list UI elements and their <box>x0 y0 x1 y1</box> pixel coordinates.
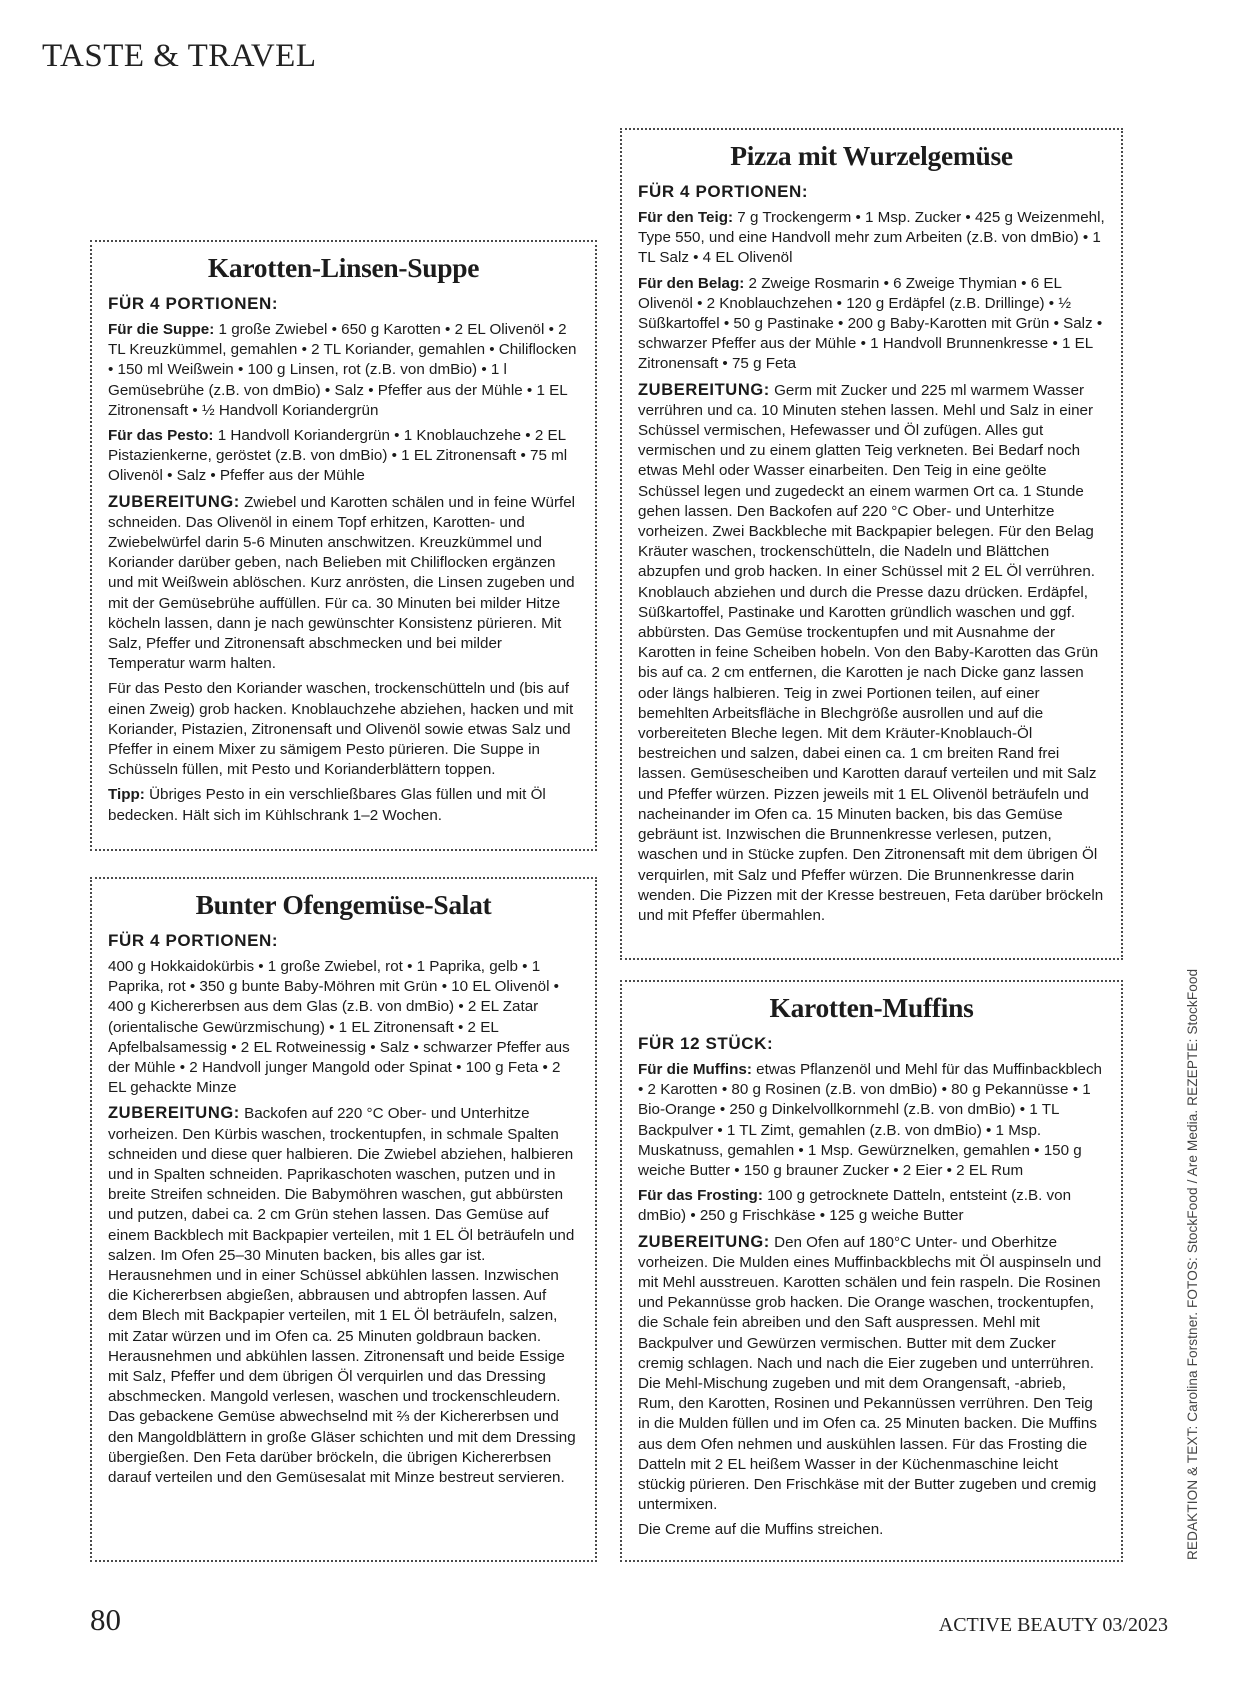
recipe-title: Pizza mit Wurzelgemüse <box>730 140 1013 171</box>
recipe-title: Karotten-Muffins <box>769 992 974 1023</box>
preparation: ZUBEREITUNG: Backofen auf 220 °C Ober- und Unterhitze vorheizen. Den Kürbis waschen, trockentupfen, in schmale Spalten schneiden und diese quer halbieren. Die Zwiebel abziehen, halbieren und in Spalten schneiden. Paprikaschoten waschen, putzen und in breite Streifen schneiden. Die Babymöhren waschen, gut abbürsten und putzen, dabei ca. 2 cm Grün stehen lassen. Das Gemüse auf einem Backblech mit Backpapier verteilen, mit 1 EL Öl beträufeln und salzen. Im Ofen 25–30 Minuten backen, bis alles gar ist. Herausnehmen und in einer Schüssel abkühlen lassen. Inzwischen die Kichererbsen abgießen, abbrausen und abtropfen lassen. Auf dem Blech mit Backpapier verteilen, mit 1 EL Öl beträufeln, salzen, mit Zatar würzen und im Ofen ca. 25 Minuten goldbraun backen. Herausnehmen und abkühlen lassen. Zitronensaft und beide Essige mit Salz, Pfeffer und dem übrigen Öl verquirlen und das Dressing abschmecken. Mangold verlesen, waschen und trockenschleudern. Das gebackene Gemüse abwechselnd mit ⅔ der Kichererbsen und den Mangoldblättern in große Gläser schichten und mit dem Dressing übergießen. Den Feta darüber bröckeln, die übrigen Kichererbsen darauf verteilen und den Gemüsesalat mit Minze bestreut servieren. <box>108 1104 576 1487</box>
recipe-salad <box>90 877 597 1562</box>
tip: Tipp: Übriges Pesto in ein verschließbares Glas füllen und mit Öl bedecken. Hält sich im Kühlschrank 1–2 Wochen. <box>108 786 546 824</box>
portions: FÜR 4 PORTIONEN: <box>108 294 279 313</box>
recipe-pizza <box>620 128 1123 960</box>
photo-credit: REDAKTION & TEXT: Carolina Forstner. FOTOS: StockFood / Are Media. REZEPTE: StockFood <box>1185 968 1200 1560</box>
ingredients-frosting: Für das Frosting: 100 g getrocknete Datteln, entsteint (z.B. von dmBio) • 250 g Frischkäse • 125 g weiche Butter <box>638 1187 1072 1225</box>
recipe-title: Karotten-Linsen-Suppe <box>207 252 480 283</box>
recipe-soup <box>90 240 597 851</box>
section-title: TASTE & TRAVEL <box>42 38 317 74</box>
preparation: ZUBEREITUNG: Den Ofen auf 180°C Unter- und Oberhitze vorheizen. Die Mulden eines Muffinbackblechs mit Öl auspinseln und mit Mehl ausstreuen. Karotten schälen und fein raspeln. Die Rosinen und Pekannüsse grob hacken. Die Orange waschen, trockentupfen, die Schale fein abreiben und den Saft auspressen. Mehl mit Backpulver und Gewürzen vermischen. Butter mit dem Zucker cremig schlagen. Nach und nach die Eier zugeben und unterrühren. Die Mehl-Mischung zugeben und mit dem Orangensaft, -abrieb, Rum, den Karotten, Rosinen und Pekannüssen verrühren. Den Teig in die Mulden füllen und im Ofen ca. 25 Minuten backen. Die Muffins aus dem Ofen nehmen und auskühlen lassen. Für das Frosting die Datteln mit 2 EL heißem Wasser in der Küchenmaschine leicht stückig pürieren. Den Frischkäse mit der Butter zugeben und cremig untermixen. <box>638 1232 1102 1514</box>
issue-label: ACTIVE BEAUTY 03/2023 <box>938 1614 1168 1636</box>
ingredients-soup: Für die Suppe: 1 große Zwiebel • 650 g Karotten • 2 EL Olivenöl • 2 TL Kreuzkümmel, gemahlen • 2 TL Koriander, gemahlen • Chiliflocken • 150 ml Weißwein • 100 g Linsen, rot (z.B. von dmBio) • 1 l Gemüsebrühe (z.B. von dmBio) • Salz • Pfeffer aus der Mühle • 1 EL Zitronensaft • ½ Handvoll Koriandergrün <box>108 321 577 419</box>
recipe-title: Bunter Ofengemüse-Salat <box>195 889 492 920</box>
preparation: ZUBEREITUNG: Zwiebel und Karotten schälen und in feine Würfel schneiden. Das Olivenöl in einem Topf erhitzen, Karotten- und Zwiebelwürfel darin 5-6 Minuten anschwitzen. Kreuzkümmel und Koriander darüber geben, nach Belieben mit Chiliflocken ergänzen und mit Weißwein ablöschen. Kurz anrösten, die Linsen zugeben und mit der Gemüsebrühe auffüllen. Für ca. 30 Minuten bei milder Hitze köcheln lassen, dann je nach gewünschter Konsistenz pürieren. Mit Salz, Pfeffer und Zitronensaft abschmecken und bei milder Temperatur warm halten. <box>108 492 576 673</box>
preparation-final: Die Creme auf die Muffins streichen. <box>638 1521 884 1539</box>
ingredients-topping: Für den Belag: 2 Zweige Rosmarin • 6 Zweige Thymian • 6 EL Olivenöl • 2 Knoblauchzehen • 120 g Erdäpfel (z.B. Drillinge) • ½ Süßkartoffel • 50 g Pastinake • 200 g Baby-Karotten mit Grün • Salz • schwarzer Pfeffer aus der Mühle • 1 Handvoll Brunnenkresse • 1 EL Zitronensaft • 75 g Feta <box>638 274 1103 373</box>
recipe-muffins <box>620 980 1123 1562</box>
portions: FÜR 4 PORTIONEN: <box>638 182 809 201</box>
ingredients: 400 g Hokkaidokürbis • 1 große Zwiebel, rot • 1 Paprika, gelb • 1 Paprika, rot • 350 g bunte Baby-Möhren mit Grün • 10 EL Olivenöl • 400 g Kichererbsen aus dem Glas (z.B. von dmBio) • 2 EL Zatar (orientalische Gewürzmischung) • 1 EL Zitronensaft • 2 EL Apfelbalsamessig • 2 EL Rotweinessig • Salz • schwarzer Pfeffer aus der Mühle • 2 Handvoll junger Mangold oder Spinat • 100 g Feta • 2 EL gehackte Minze <box>108 958 570 1097</box>
portions: FÜR 12 STÜCK: <box>638 1034 774 1053</box>
ingredients-pesto: Für das Pesto: 1 Handvoll Koriandergrün • 1 Knoblauchzehe • 2 EL Pistazienkerne, geröstet (z.B. von dmBio) • 1 EL Zitronensaft • 75 ml Olivenöl • Salz • Pfeffer aus der Mühle <box>108 427 568 485</box>
preparation-pesto: Für das Pesto den Koriander waschen, trockenschütteln und (bis auf einen Zweig) grob hacken. Knoblauchzehe abziehen, hacken und mit Koriander, Pistazien, Zitronensaft und Olivenöl sowie etwas Salz und Pfeffer in einem Mixer zu sämigem Pesto pürieren. Die Suppe in Schüsseln füllen, mit Pesto und Korianderblättern toppen. <box>108 680 574 779</box>
portions: FÜR 4 PORTIONEN: <box>108 931 279 950</box>
ingredients-dough: Für den Teig: 7 g Trockengerm • 1 Msp. Zucker • 425 g Weizenmehl, Type 550, und eine Handvoll mehr zum Arbeiten (z.B. von dmBio) • 1 TL Salz • 4 EL Olivenöl <box>638 209 1105 267</box>
ingredients-muffins: Für die Muffins: etwas Pflanzenöl und Mehl für das Muffinbackblech • 2 Karotten • 80 g Rosinen (z.B. von dmBio) • 80 g Pekannüsse • 1 Bio-Orange • 250 g Dinkelvollkornmehl (z.B. von dmBio) • 1 TL Backpulver • 1 TL Zimt, gemahlen (z.B. von dmBio) • 1 Msp. Muskatnuss, gemahlen • 1 Msp. Gewürznelken, gemahlen • 150 g weiche Butter • 150 g brauner Zucker • 2 Eier • 2 EL Rum <box>638 1061 1102 1180</box>
preparation: ZUBEREITUNG: Germ mit Zucker und 225 ml warmem Wasser verrühren und ca. 10 Minuten stehen lassen. Mehl und Salz in einer Schüssel vermischen, Hefewasser und Öl zufügen. Alles gut vermischen und zu einem glatten Teig verkneten. Bei Bedarf noch etwas Mehl oder Wasser einarbeiten. Den Teig in eine geölte Schüssel legen und zugedeckt an einem warmen Ort ca. 1 Stunde gehen lassen. Den Backofen auf 220 °C Ober- und Unterhitze vorheizen. Zwei Backbleche mit Backpapier belegen. Für den Belag Kräuter waschen, trockenschütteln, die Nadeln und Blättchen abzupfen und grob hacken. In einer Schüssel mit 2 EL Öl verrühren. Knoblauch abziehen und durch die Presse dazu drücken. Erdäpfel, Süßkartoffel, Pastinake und Karotten gründlich waschen und ggf. abbürsten. Das Gemüse trockentupfen und mit Ausnahme der Karotten in feine Scheiben hobeln. Von den Baby-Karotten das Grün bis auf ca. 2 cm entfernen, die Karotten je nach Dicke ganz lassen oder längs halbieren. Teig in zwei Portionen teilen, auf einer bemehlten Arbeitsfläche in Blechgröße ausrollen und auf die vorbereiteten Bleche legen. Mit dem Kräuter-Knoblauch-Öl bestreichen und salzen, dabei einen ca. 1 cm breiten Rand frei lassen. Gemüsescheiben und Karotten darauf verteilen und mit Salz und Pfeffer würzen. Pizzen jeweils mit 1 EL Olivenöl beträufeln und nacheinander im Ofen ca. 15 Minuten backen, bis das Gemüse gebräunt ist. Inzwischen die Brunnenkresse verlesen, putzen, waschen und in Stücke zupfen. Den Zitronensaft mit dem übrigen Öl verquirlen, mit Salz und Pfeffer würzen. Die Brunnenkresse darin wenden. Die Pizzen mit der Kresse bestreuen, Feta darüber bröckeln und mit Pfeffer übermahlen. <box>638 380 1104 924</box>
page-number: 80 <box>90 1602 121 1637</box>
